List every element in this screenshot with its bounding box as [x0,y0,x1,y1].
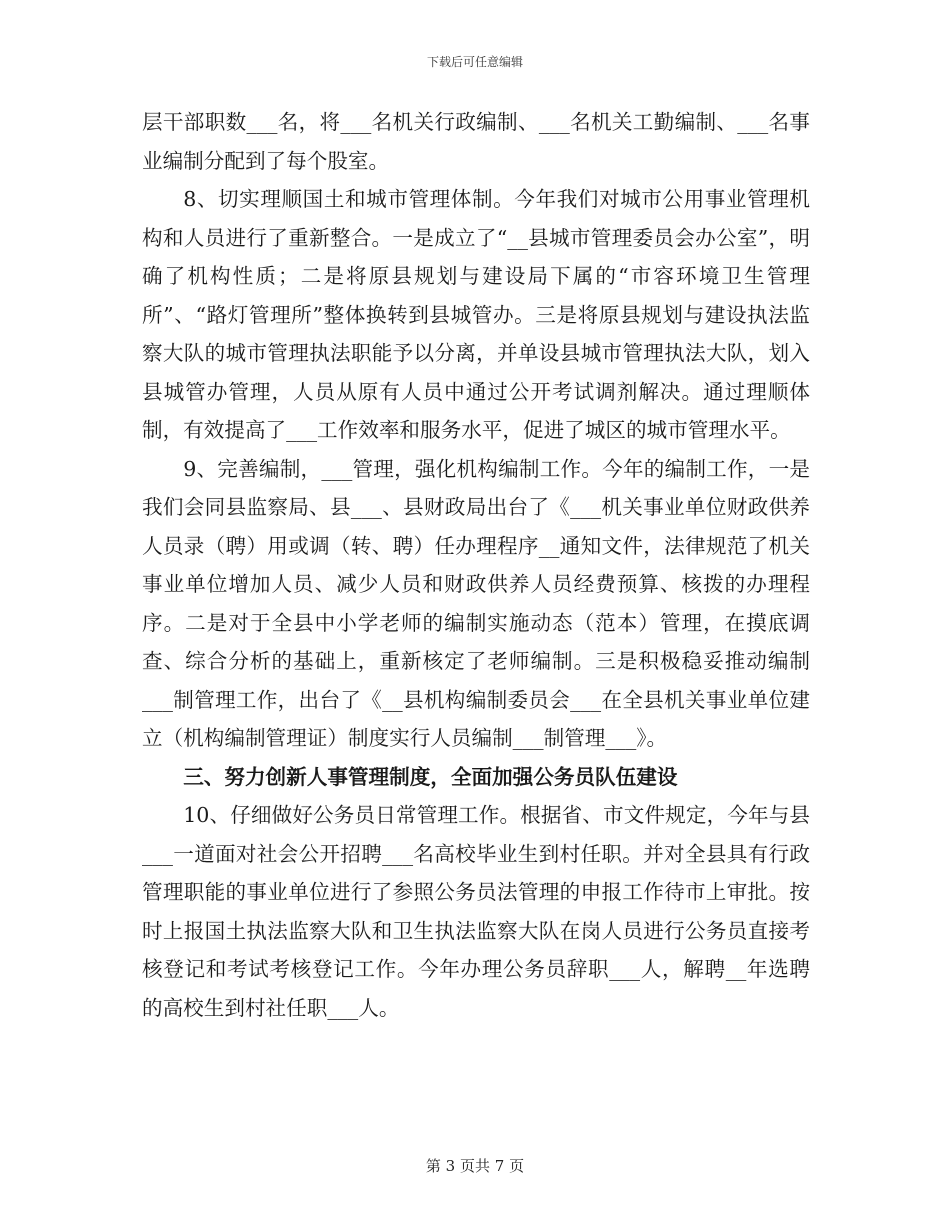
paragraph-item-9: 9、完善编制，___管理，强化机构编制工作。今年的编制工作，一是我们会同县监察局、县___、县财政局出台了《___机关事业单位财政供养人员录（聘）用或调（转、聘）任办理程序__通知文件，法律规范了机关事业单位增加人员、减少人员和财政供养人员经费预算、核拨的办理程序。二是对于全县中小学老师的编制实施动态（范本）管理，在摸底调查、综合分析的基础上，重新核定了老师编制。三是积极稳妥推动编制___制管理工作，出台了《__县机构编制委员会___在全县机关事业单位建立（机构编制管理证）制度实行人员编制___制管理___》。 [142,456,810,750]
page-number: 第 3 页共 7 页 [425,1157,525,1175]
paragraph-continued: 层干部职数___名，将___名机关行政编制、___名机关工勤编制、___名事业编制分配到了每个股室。 [142,110,810,173]
page-header: 下载后可任意编辑 [426,55,523,69]
document-body [142,103,810,1027]
paragraph-item-8: 8、切实理顺国土和城市管理体制。今年我们对城市公用事业管理机构和人员进行了重新整合。一是成立了“__县城市管理委员会办公室”，明确了机构性质；二是将原县规划与建设局下属的“市容环境卫生管理所”、“路灯管理所”整体换转到县城管办。三是将原县规划与建设执法监察大队的城市管理执法职能予以分离，并单设县城市管理执法大队，划入县城管办管理，人员从原有人员中通过公开考试调剂解决。通过理顺体制，有效提高了___工作效率和服务水平，促进了城区的城市管理水平。 [142,187,810,442]
section-heading: 三、努力创新人事管理制度，全面加强公务员队伍建设 [183,764,678,789]
paragraph-item-10: 10、仔细做好公务员日常管理工作。根据省、市文件规定，今年与县___一道面对社会公开招聘___名高校毕业生到村任职。并对全县具有行政管理职能的事业单位进行了参照公务员法管理的申报工作待市上审批。按时上报国土执法监察大队和卫生执法监察大队在岗人员进行公务员直接考核登记和考试考核登记工作。今年办理公务员辞职___人，解聘__年选聘的高校生到村社任职___人。 [142,803,810,1020]
